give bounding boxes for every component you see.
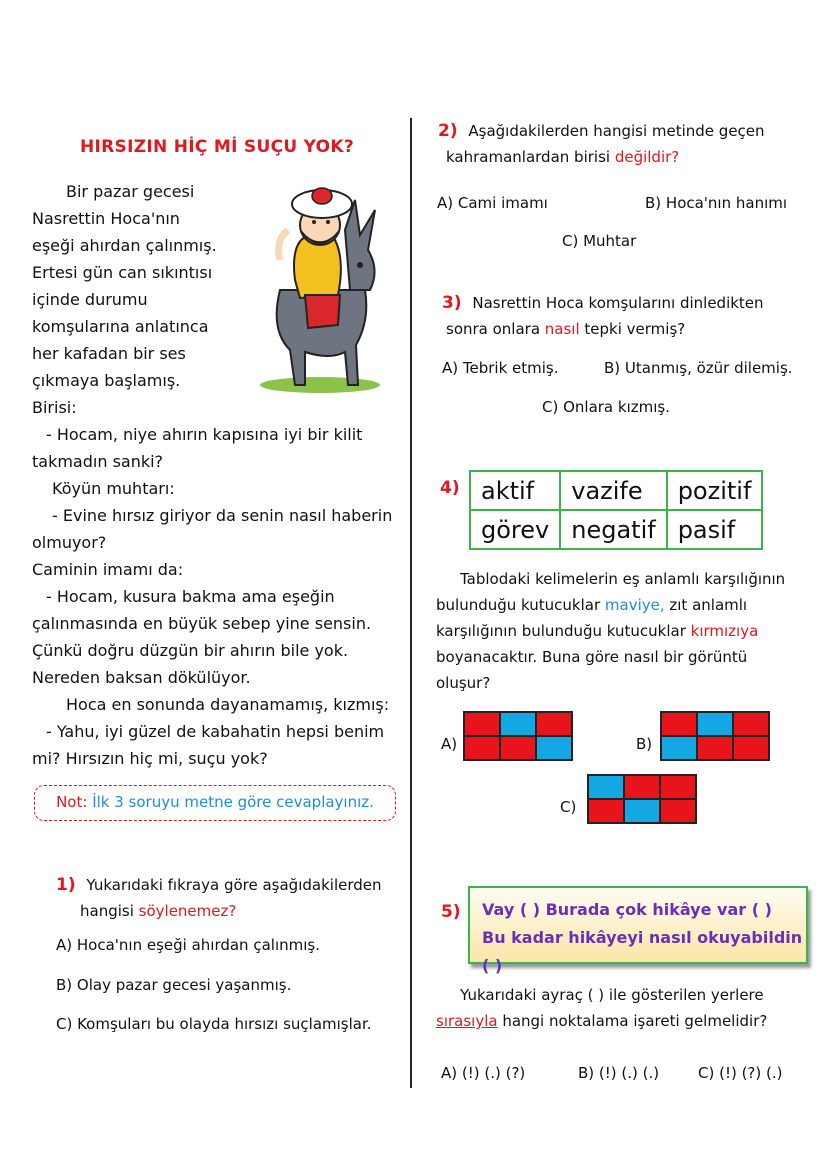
question-text: Yukarıdaki ayraç ( ) ile gösterilen yerlere — [460, 986, 764, 1004]
box-line: Vay ( ) Burada çok hikâye var ( ) — [482, 900, 772, 919]
note-text: İlk 3 soruyu metne göre cevaplayınız. — [87, 793, 374, 811]
q4-option-c[interactable]: C) — [560, 798, 577, 816]
table-cell: görev — [470, 510, 560, 549]
story-text — [32, 178, 402, 772]
grid-cell-blue — [661, 736, 697, 760]
grid-cell-red — [660, 799, 696, 823]
story-line: çalınmasında en büyük sebep yine sensin. — [32, 614, 372, 633]
grid-cell-red — [733, 736, 769, 760]
question-highlight: değildir? — [614, 148, 680, 166]
story-line: - Yahu, iyi güzel de kabahatin hepsi benim — [46, 722, 385, 741]
story-line: Çünkü doğru düzgün bir ahırın bile yok. — [32, 641, 349, 660]
story-line: - Hocam, niye ahırın kapısına iyi bir kilit — [46, 425, 363, 444]
question-highlight: nasıl — [544, 320, 580, 338]
grid-cell-red — [536, 712, 572, 736]
question-number: 5) — [441, 902, 461, 922]
question-4-text — [436, 566, 806, 696]
story-line: her kafadan bir ses — [32, 344, 186, 363]
story-line: Hoca en sonunda dayanamamış, kızmış: — [66, 695, 390, 714]
question-number: 1) — [56, 875, 76, 895]
question-text: hangi noktalama işareti gelmelidir? — [497, 1012, 768, 1030]
table-cell: aktif — [470, 471, 560, 510]
grid-cell-red — [733, 712, 769, 736]
story-line: Köyün muhtarı: — [52, 479, 175, 498]
question-text: oluşur? — [436, 674, 491, 692]
question-5-text — [436, 982, 806, 1034]
story-title: HIRSIZIN HİÇ Mİ SUÇU YOK? — [80, 137, 355, 157]
table-cell: pozitif — [667, 471, 763, 510]
question-2 — [438, 118, 765, 170]
q2-option-b[interactable]: B) Hoca'nın hanımı — [645, 194, 788, 212]
question-text: Aşağıdakilerden hangisi metinde geçen — [468, 122, 765, 140]
grid-cell-red — [697, 736, 733, 760]
question-highlight: söylenemez? — [138, 902, 237, 920]
grid-cell-blue — [624, 799, 660, 823]
grid-cell-blue — [697, 712, 733, 736]
table-cell: negatif — [560, 510, 666, 549]
story-line: takmadın sanki? — [32, 452, 164, 471]
story-line: Ertesi gün can sıkıntısı — [32, 263, 213, 282]
story-line: Nasrettin Hoca'nın — [32, 209, 180, 228]
question-text: Tablodaki kelimelerin eş anlamlı karşılığının — [460, 570, 786, 588]
grid-cell-red — [661, 712, 697, 736]
q2-option-c[interactable]: C) Muhtar — [562, 232, 637, 250]
question-1 — [56, 872, 382, 924]
story-line: komşularına anlatınca — [32, 317, 209, 336]
table-cell: pasif — [667, 510, 763, 549]
story-line: Birisi: — [32, 398, 77, 417]
question-number: 2) — [438, 121, 458, 141]
q4-grid-c[interactable] — [587, 774, 697, 824]
grid-cell-red — [660, 775, 696, 799]
table-row — [470, 510, 762, 549]
q3-option-a[interactable]: A) Tebrik etmiş. — [442, 359, 559, 377]
q3-option-b[interactable]: B) Utanmış, özür dilemiş. — [604, 359, 793, 377]
grid-cell-blue — [500, 712, 536, 736]
q1-option-b[interactable]: B) Olay pazar gecesi yaşanmış. — [56, 976, 292, 994]
box-line: Bu kadar hikâyeyi nasıl okuyabildin ( ) — [482, 928, 803, 975]
q4-grid-a[interactable] — [463, 711, 573, 761]
question-highlight: maviye, — [604, 596, 665, 614]
q1-option-c[interactable]: C) Komşuları bu olayda hırsızı suçlamışlar. — [56, 1015, 372, 1033]
q5-option-b[interactable]: B) (!) (.) (.) — [578, 1064, 660, 1082]
note-box — [34, 785, 396, 821]
question-number: 3) — [442, 293, 462, 313]
story-line: olmuyor? — [32, 533, 107, 552]
grid-cell-red — [500, 736, 536, 760]
story-line: Nereden baksan dökülüyor. — [32, 668, 251, 687]
q3-option-c[interactable]: C) Onlara kızmış. — [542, 398, 670, 416]
grid-cell-red — [464, 736, 500, 760]
story-line: içinde durumu — [32, 290, 148, 309]
q4-grid-b[interactable] — [660, 711, 770, 761]
grid-cell-blue — [536, 736, 572, 760]
q4-option-b[interactable]: B) — [636, 735, 653, 753]
table-row — [470, 471, 762, 510]
question-text: tepki vermiş? — [579, 320, 686, 338]
question-highlight: sırasıyla — [436, 1012, 498, 1030]
question-text: sonra onlara — [446, 320, 545, 338]
grid-cell-red — [464, 712, 500, 736]
q1-option-a[interactable]: A) Hoca'nın eşeği ahırdan çalınmış. — [56, 936, 320, 954]
table-cell: vazife — [560, 471, 666, 510]
question-text: kahramanlardan birisi — [446, 148, 615, 166]
story-line: eşeği ahırdan çalınmış. — [32, 236, 217, 255]
story-line: - Hocam, kusura bakma ama eşeğin — [46, 587, 335, 606]
question-highlight: kırmızıya — [690, 622, 759, 640]
story-line: çıkmaya başlamış. — [32, 371, 181, 390]
story-line: Bir pazar gecesi — [66, 182, 195, 201]
q4-option-a[interactable]: A) — [441, 735, 458, 753]
question-text: Yukarıdaki fıkraya göre aşağıdakilerden — [86, 876, 382, 894]
note-label: Not: — [56, 793, 88, 811]
word-table — [469, 470, 763, 550]
q5-option-a[interactable]: A) (!) (.) (?) — [441, 1064, 526, 1082]
punctuation-box — [468, 886, 808, 975]
question-number: 4) — [440, 478, 460, 498]
question-text: karşılığının bulunduğu kutucuklar — [436, 622, 691, 640]
q5-option-c[interactable]: C) (!) (?) (.) — [698, 1064, 783, 1082]
question-text: Nasrettin Hoca komşularını dinledikten — [472, 294, 764, 312]
question-text: boyanacaktır. Buna göre nasıl bir görüntü — [436, 648, 748, 666]
q2-option-a[interactable]: A) Cami imamı — [437, 194, 548, 212]
grid-cell-red — [588, 799, 624, 823]
question-text: zıt anlamlı — [664, 596, 748, 614]
story-line: Caminin imamı da: — [32, 560, 184, 579]
grid-cell-red — [624, 775, 660, 799]
question-text: bulunduğu kutucuklar — [436, 596, 605, 614]
question-text: hangisi — [80, 902, 139, 920]
story-line: - Evine hırsız giriyor da senin nasıl haberin — [52, 506, 393, 525]
grid-cell-blue — [588, 775, 624, 799]
column-divider — [410, 118, 412, 1088]
question-3 — [442, 290, 764, 342]
story-line: mi? Hırsızın hiç mi, suçu yok? — [32, 749, 268, 768]
